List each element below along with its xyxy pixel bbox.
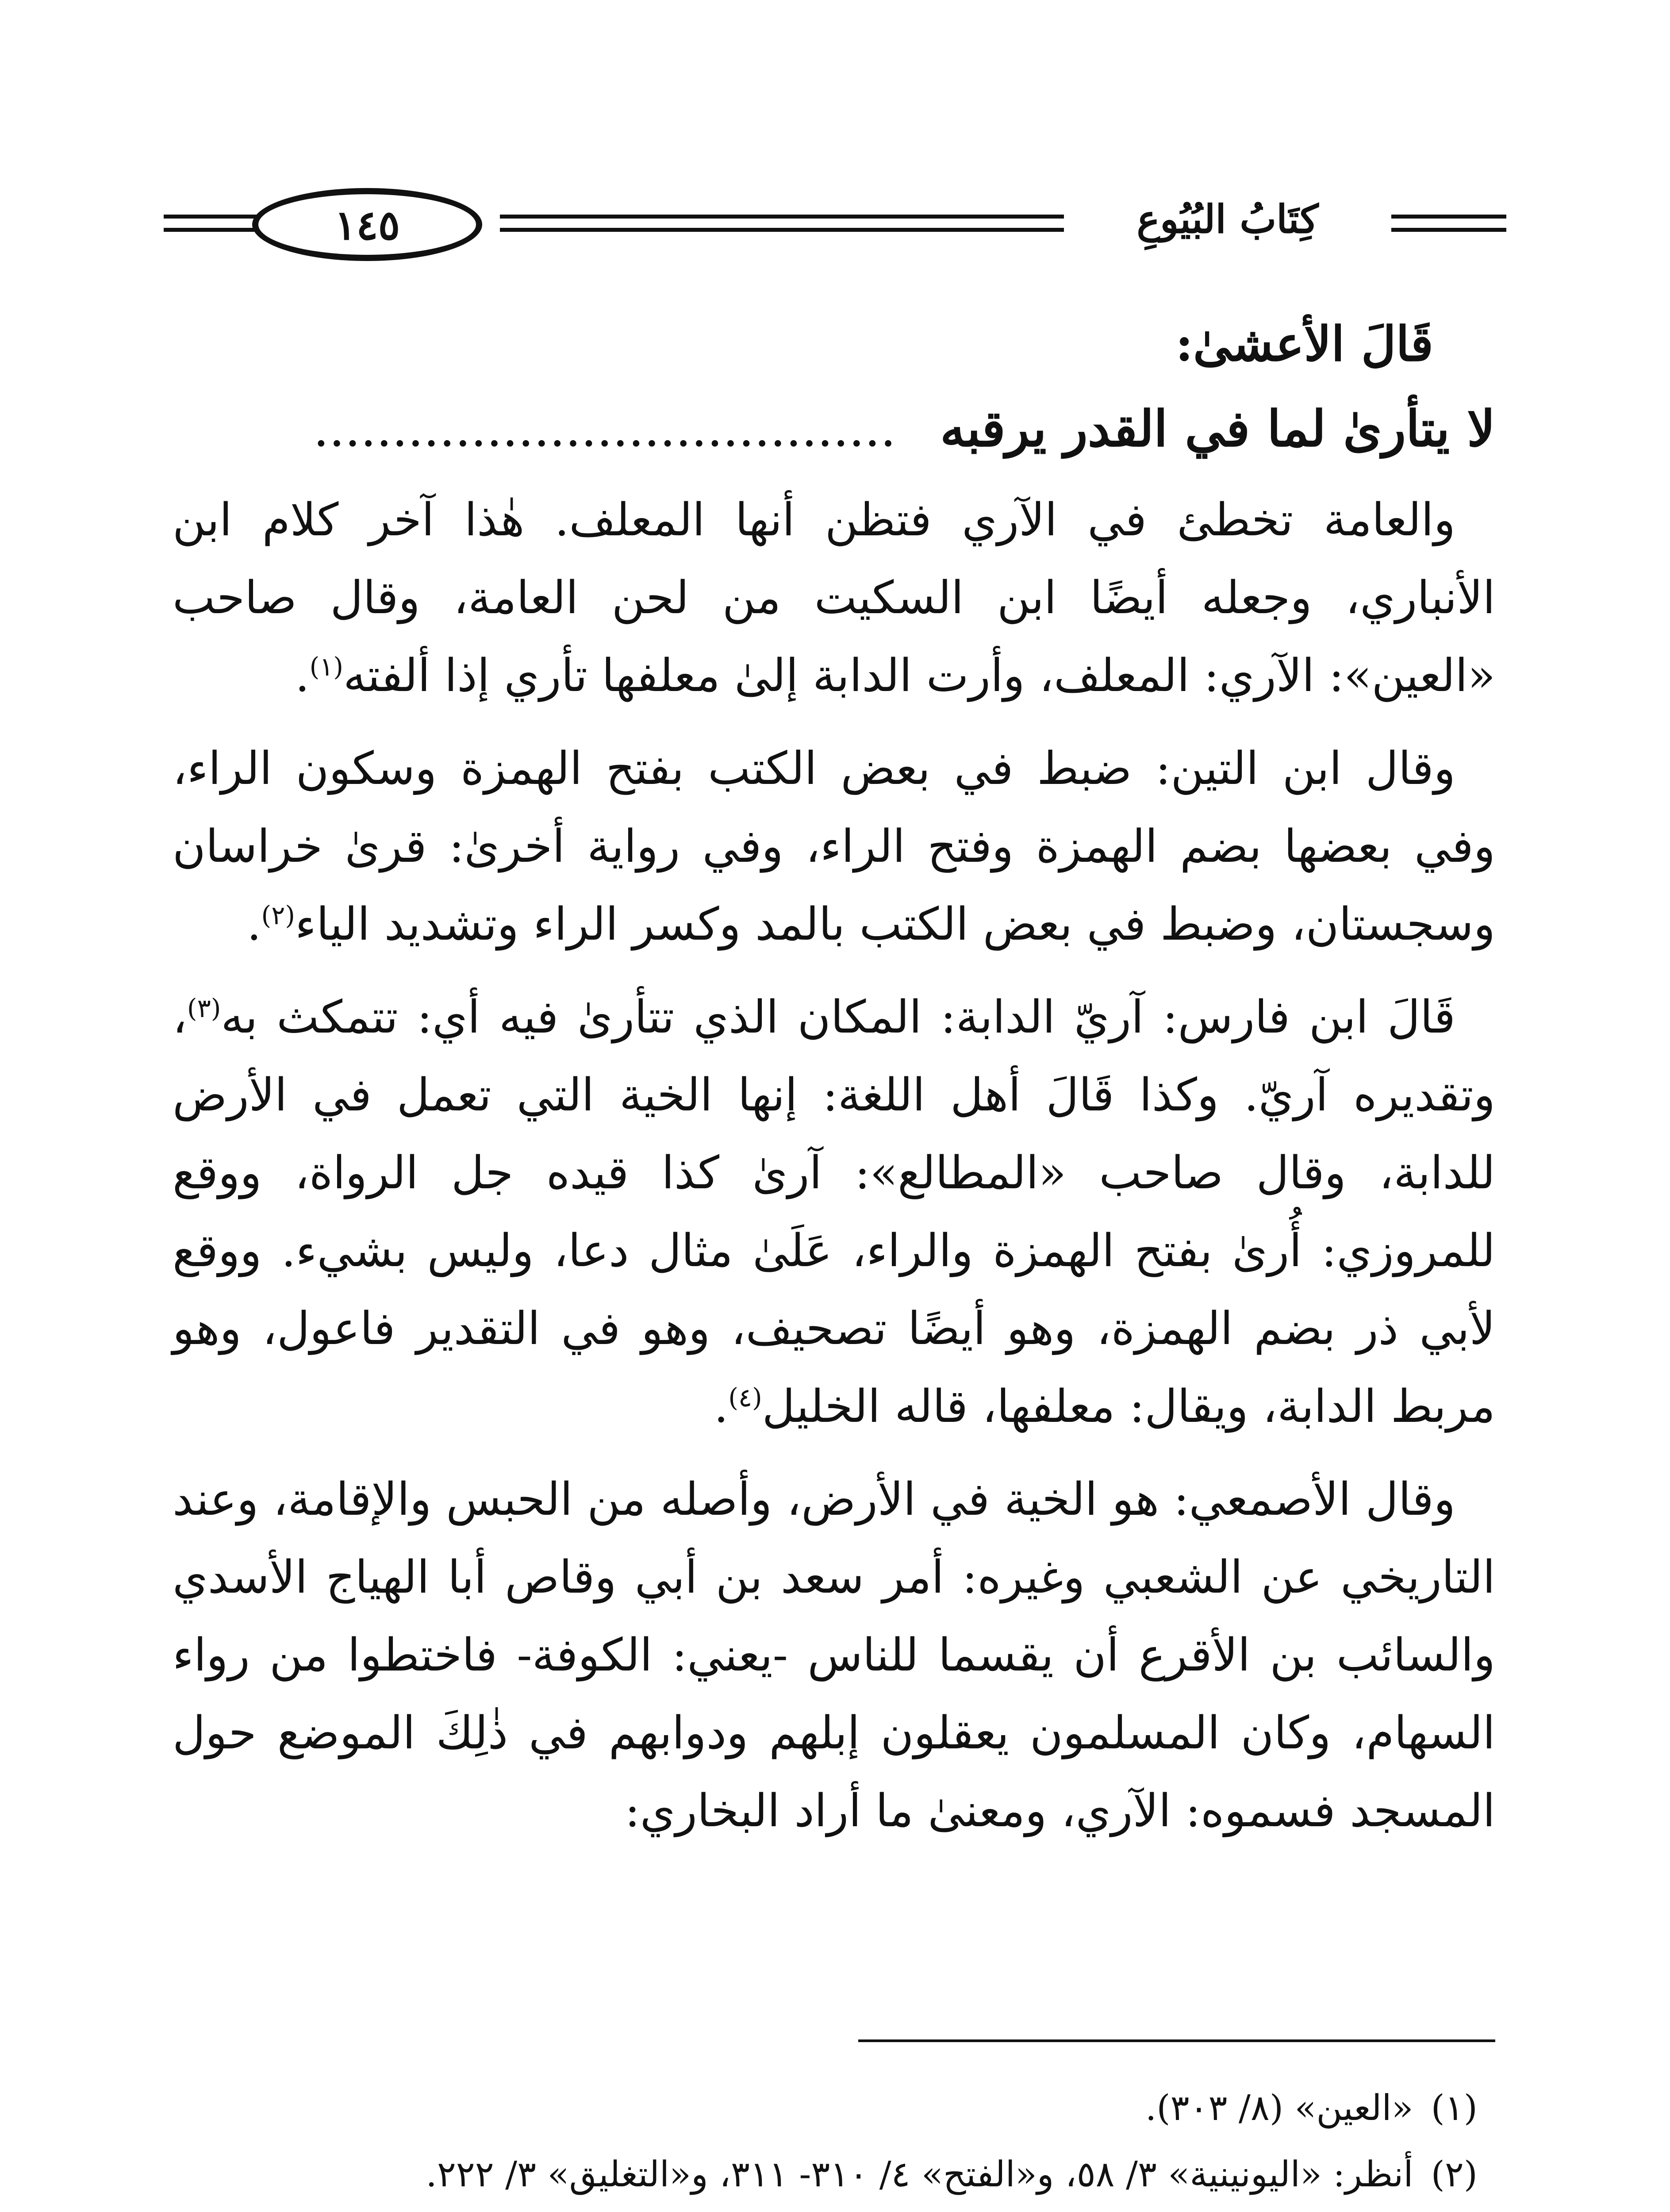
verse-ellipsis: ..................................... <box>313 400 896 458</box>
running-title: كِتَابُ البُيُوعِ <box>1082 188 1374 250</box>
footnote-ref: (٣) <box>187 993 221 1023</box>
page-number: ١٤٥ <box>252 188 482 261</box>
paragraph <box>173 730 1495 964</box>
header-rule <box>500 215 1064 219</box>
paragraph <box>173 1461 1495 1850</box>
paragraph-end: . <box>295 649 310 702</box>
footnote-text: أنظر: «اليونينية» ٣/ ٥٨، و«الفتح» ٤/ ٣١٠- ٣١١، و«التغليق» ٣/ ٢٢٢. <box>426 2154 1413 2195</box>
paragraph <box>173 481 1495 715</box>
footnotes <box>173 2075 1495 2212</box>
paragraph-text: وقال الأصمعي: هو الخية في الأرض، وأصله من الحبس والإقامة، وعند التاريخي عن الشعبي وغيره: أمر سعد بن أبي وقاص أبا الهياج الأسدي والسائب بن الأقرع أن يقسما للناس -يعني: الكوفة- فاختطوا من رواء السهام، وكان المسلمون يعقلون إبلهم ودوابهم في ذٰلِكَ الموضع حول المسجد فسموه: الآري، ومعنىٰ ما أراد البخاري: <box>173 1473 1495 1837</box>
footnote <box>173 2141 1495 2208</box>
header-rule <box>164 215 261 219</box>
header-rule <box>164 228 261 232</box>
footnote-ref: (١) <box>309 652 343 682</box>
paragraph <box>173 979 1495 1446</box>
footnote-text: «العين» (٨/ ٣٠٣). <box>1145 2087 1413 2128</box>
running-header <box>164 184 1506 268</box>
header-rule <box>500 228 1064 232</box>
footnote-ref: (٤) <box>728 1382 762 1413</box>
footnote <box>173 2075 1495 2141</box>
paragraph-end: . <box>714 1380 729 1433</box>
page-body <box>173 305 1495 1850</box>
paragraph-end: . <box>247 898 261 951</box>
footnote-number: (٢) <box>1431 2154 1478 2195</box>
poem-intro: قَالَ الأعشىٰ: <box>1175 316 1433 372</box>
header-rule <box>1391 228 1506 232</box>
paragraph-text: قَالَ ابن فارس: آريّ الدابة: المكان الذي تتأرىٰ فيه أي: تتمكث به <box>221 991 1455 1044</box>
header-rule <box>1391 215 1506 219</box>
footnote-ref: (٢) <box>261 900 295 930</box>
paragraph-text: والعامة تخطئ في الآري فتظن أنها المعلف. هٰذا آخر كلام ابن الأنباري، وجعله أيضًا ابن السكيت من لحن العامة، وقال صاحب «العين»: الآري: المعلف، وأرت الدابة إلىٰ معلفها تأري إذا ألفته <box>173 494 1495 702</box>
footnote-number: (١) <box>1431 2087 1478 2128</box>
footnote-number <box>1431 2208 1478 2212</box>
verse-text: لا يتأرىٰ لما في القدر يرقبه <box>940 400 1495 458</box>
paragraph-text-continued: ، وتقديره آريّ. وكذا قَالَ أهل اللغة: إنها الخية التي تعمل في الأرض للدابة، وقال صاحب «المطالع»: آرىٰ كذا قيده جل الرواة، ووقع للمروزي: أُرىٰ بفتح الهمزة والراء، عَلَىٰ مثال دعا، وليس بشيء. ووقع لأبي ذر بضم الهمزة، وهو أيضًا تصحيف، وهو في التقدير فاعول، وهو مربط الدابة، ويقال: معلفها، قاله الخليل <box>173 991 1495 1433</box>
paragraph-text: وقال ابن التين: ضبط في بعض الكتب بفتح الهمزة وسكون الراء، وفي بعضها بضم الهمزة وفتح الراء، وفي رواية أخرىٰ: قرىٰ خراسان وسجستان، وضبط في بعض الكتب بالمد وكسر الراء وتشديد الياء <box>173 742 1495 951</box>
poem-verse <box>173 390 1495 468</box>
footnote-separator <box>858 2039 1495 2042</box>
footnote <box>173 2208 1495 2212</box>
